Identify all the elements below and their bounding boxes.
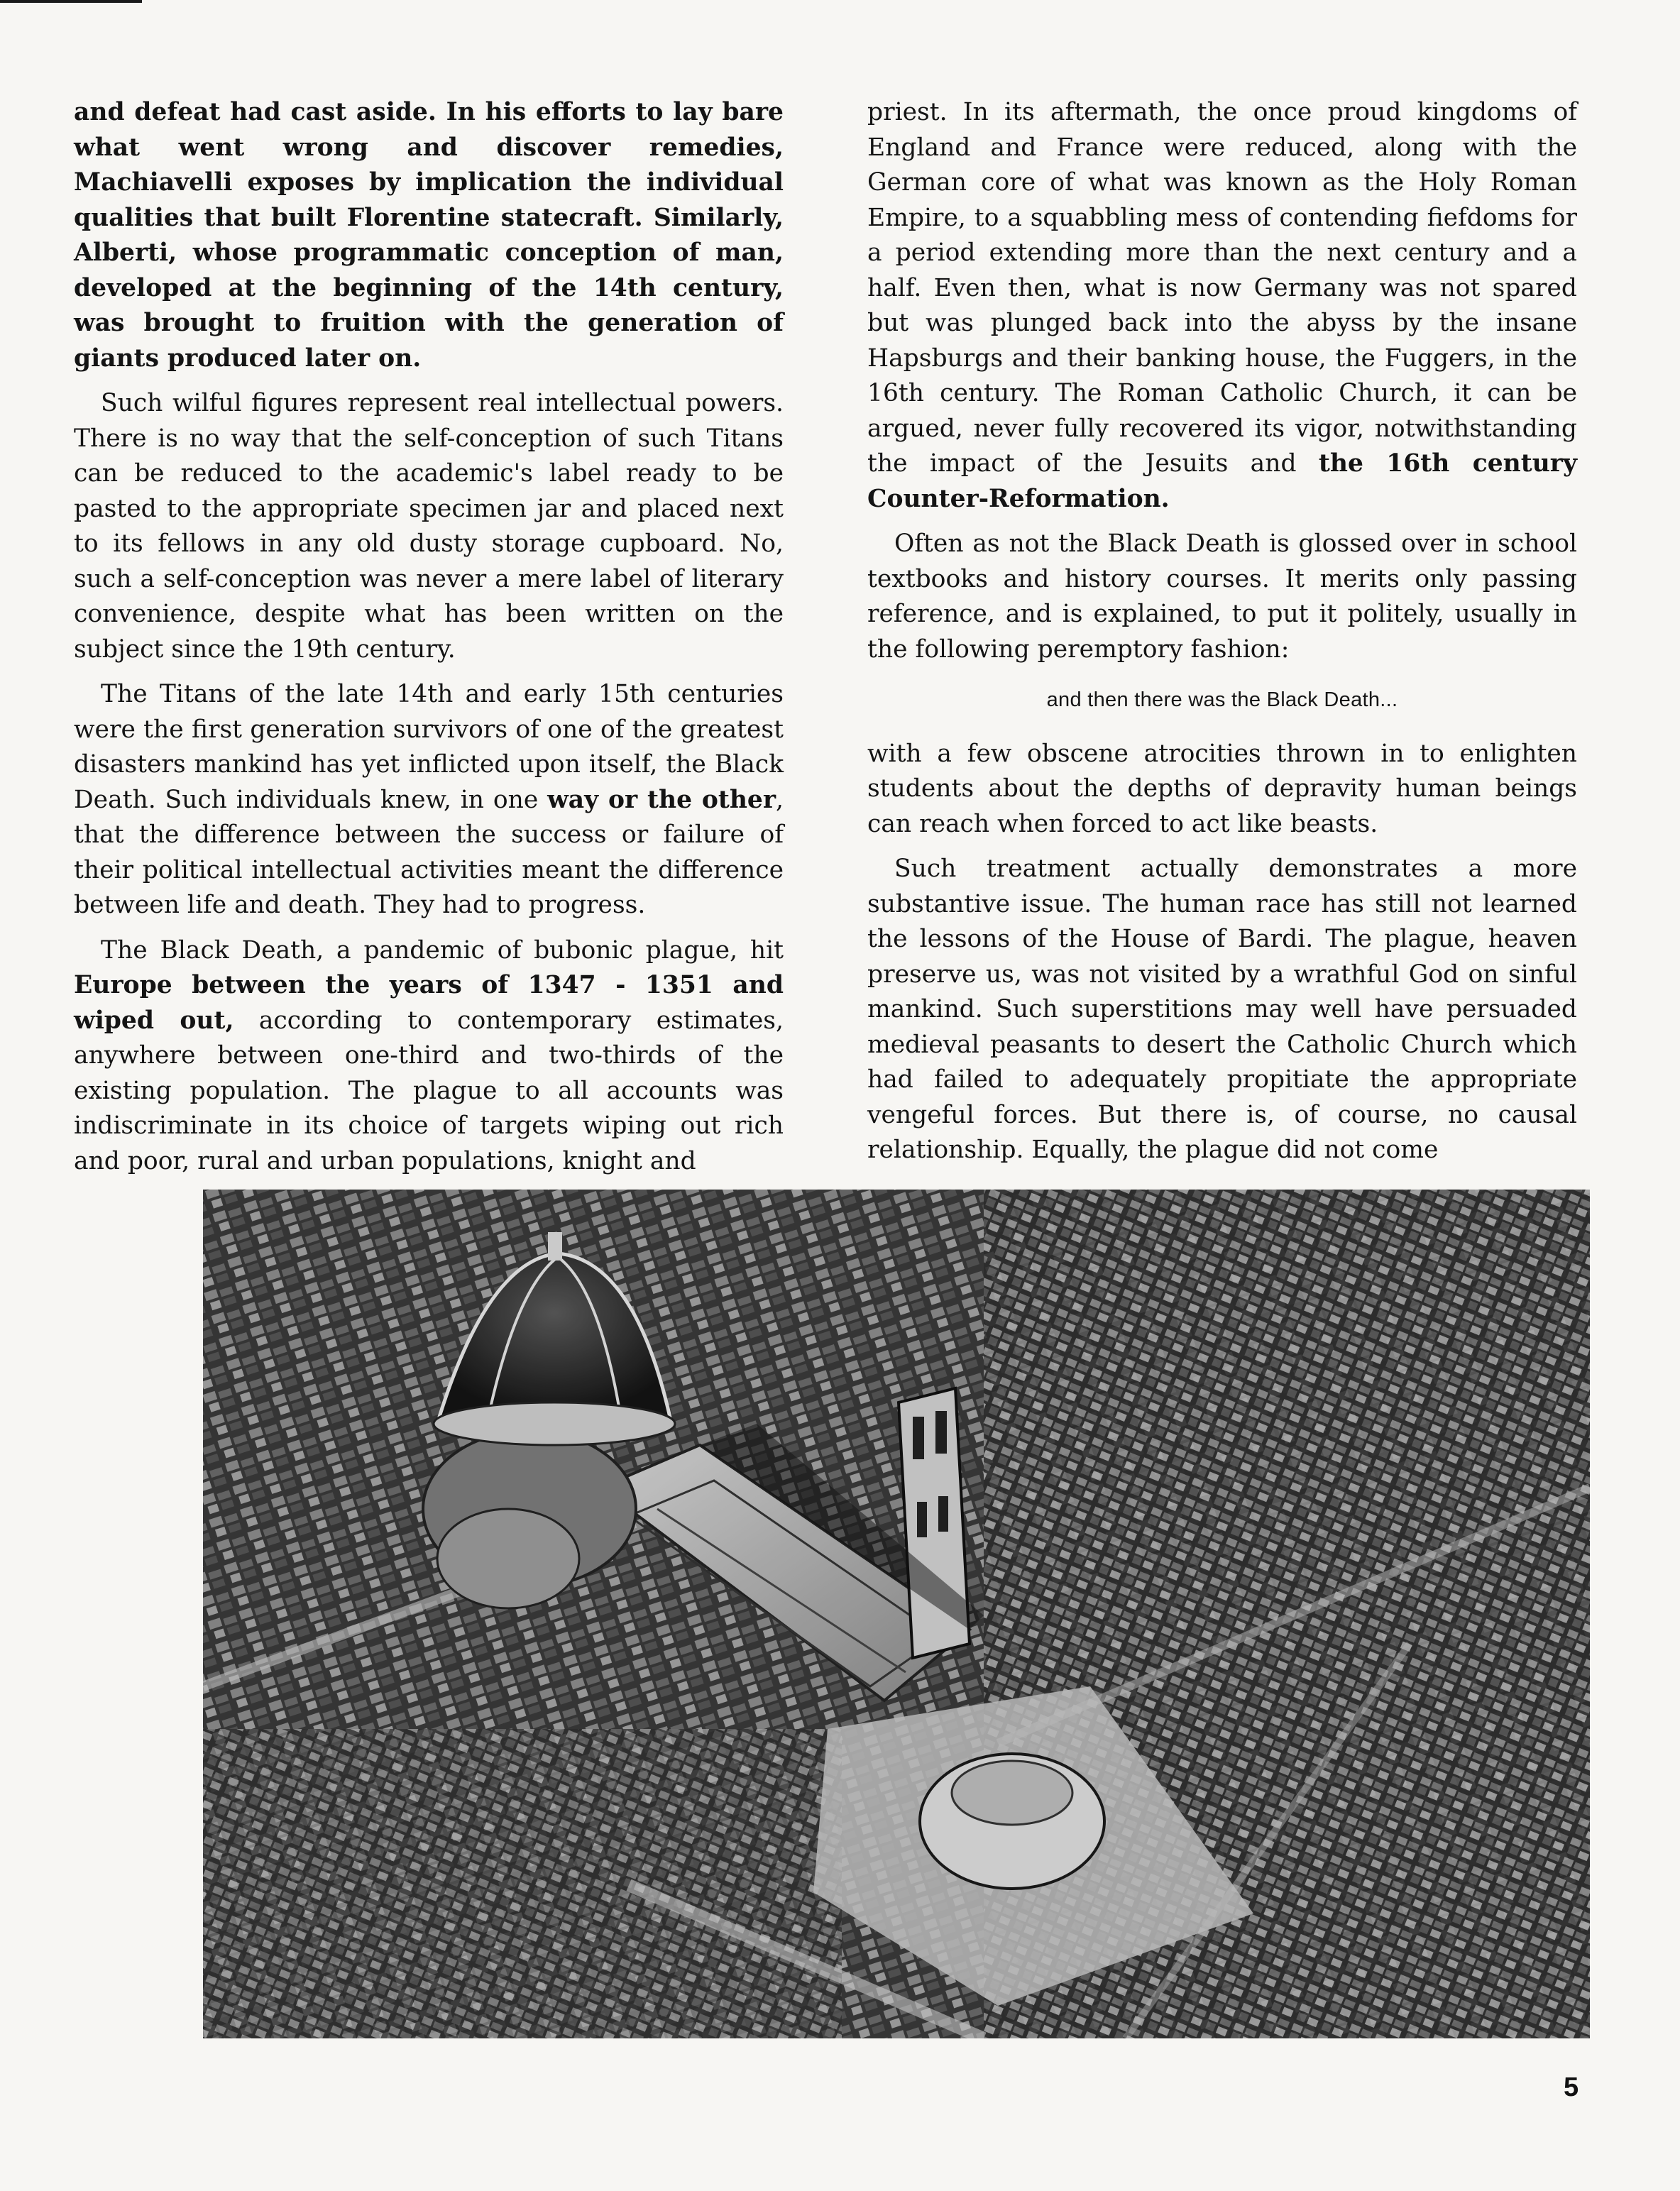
- paragraph: Such treatment actually demonstrates a more substantive issue. The human race has still not learned the lessons of the House of Bardi. The plague, heaven preserve us, was not visited by a wrathful God on sinful mankind. Such superstitions may well have persuaded medieval peasants to desert the Catholic Church which had failed to adequately propitiate the appropriate vengeful forces. But there is, of course, no causal relationship. Equally, the plague did not come: [867, 855, 1577, 1164]
- bold-text-run: the 16th century Counter-Reformation.: [867, 449, 1578, 513]
- top-rule: [0, 0, 142, 3]
- paragraph: [74, 933, 784, 1180]
- text-run: according to contemporary estimates, anywhere between one-third and two-thirds of the existing population. The plague to all accounts was indiscriminate in its choice of targets wiping out rich and poor, rural and urban populations, knight and: [74, 1006, 784, 1175]
- paragraph: and defeat had cast aside. In his efforts to lay bare what went wrong and discover remedies, Machiavelli exposes by implication the individual qualities that built Florentine statecraft. Similarly, Alberti, whose programmatic conception of man, developed at the beginning of the 14th century, was brought to fruition with the generation of giants produced later on.: [74, 98, 784, 373]
- text-run: The Black Death, a pandemic of bubonic plague, hit: [101, 935, 784, 965]
- paragraph: with a few obscene atrocities thrown in to enlighten students about the depths of depravity human beings can reach when forced to act like beasts.: [867, 739, 1577, 838]
- text-run: The Titans of the late 14th and early 15th centuries were the first generation survivors of one of the greatest disasters mankind has yet inflicted upon itself, the Black Death. Such individuals knew, in one: [74, 680, 784, 814]
- aerial-photo-florence-cathedral: [203, 1190, 1590, 2038]
- page-number: 5: [1564, 2072, 1579, 2102]
- paragraph: [867, 95, 1577, 517]
- paragraph: [74, 677, 784, 923]
- right-column: [867, 95, 1577, 1178]
- bold-text-run: way or the other: [547, 785, 776, 814]
- photo-illustration: [203, 1190, 1590, 2038]
- bold-text-run: Europe between the years of 1347 - 1351 and wiped out,: [74, 971, 784, 1035]
- paragraph: Such wilful figures represent real intellectual powers. There is no way that the self-conception of such Titans can be reduced to the academic's label ready to be pasted to the appropriate specimen jar and placed next to its fellows in any old dusty storage cupboard. No, such a self-conception was never a mere label of literary convenience, despite what has been written on the subject since the 19th century.: [74, 389, 784, 664]
- pull-quote: and then there was the Black Death...: [1046, 688, 1398, 711]
- paragraph: Often as not the Black Death is glossed over in school textbooks and history courses. It merits only passing reference, and is explained, to put it politely, usually in the following peremptory fashion:: [867, 529, 1577, 664]
- left-column: [74, 95, 784, 1189]
- text-run: priest. In its aftermath, the once proud kingdoms of England and France were reduced, along with the German core of what was known as the Holy Roman Empire, to a squabbling mess of contending fiefdoms for a period extending more than the next century and a half. Even then, what is now Germany was not spared but was plunged back into the abyss by the insane Hapsburgs and their banking house, the Fuggers, in the 16th century. The Roman Catholic Church, it can be argued, never fully recovered its vigor, notwithstanding the impact of the Jesuits and: [867, 98, 1577, 478]
- text-run: , that the difference between the success or failure of their political intellectual activities meant the difference between life and death. They had to progress.: [74, 785, 784, 919]
